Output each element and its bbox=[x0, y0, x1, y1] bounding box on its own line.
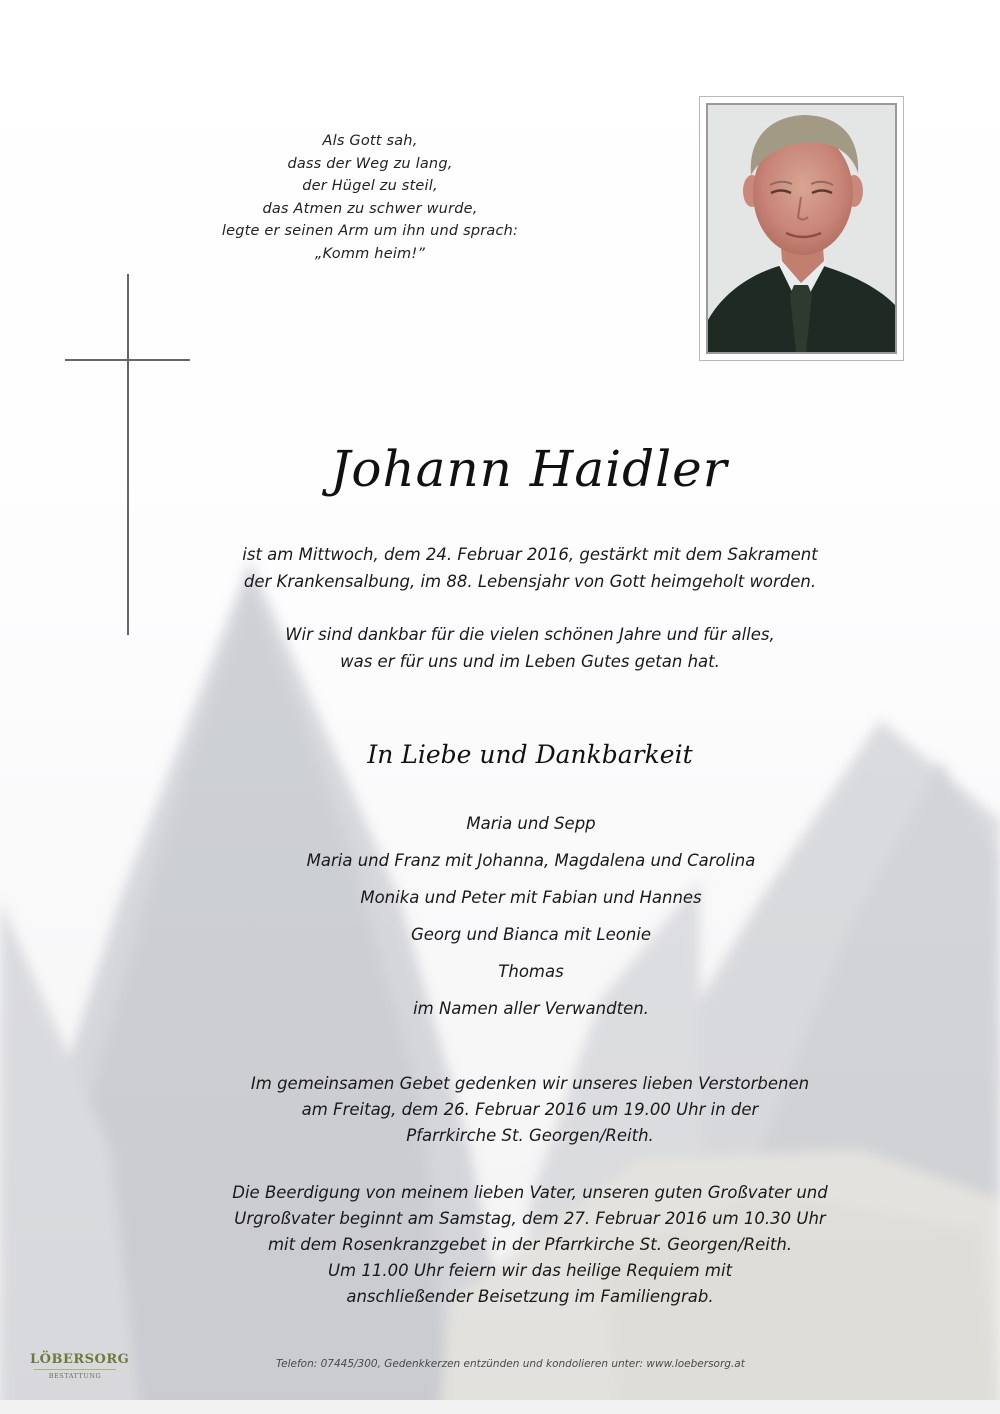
cross-symbol-horizontal bbox=[65, 359, 190, 361]
prayer-line: Pfarrkirche St. Georgen/Reith. bbox=[406, 1126, 654, 1145]
deceased-name: Johann Haidler bbox=[330, 440, 728, 498]
announcement-line: der Krankensalbung, im 88. Lebensjahr von Gott heimgeholt worden. bbox=[243, 572, 817, 591]
prayer-line: am Freitag, dem 26. Februar 2016 um 19.00 Uhr in der bbox=[301, 1100, 759, 1119]
funeral-line: mit dem Rosenkranzgebet in der Pfarrkirche St. Georgen/Reith. bbox=[267, 1235, 793, 1254]
logo-subtitle: BESTATTUNG bbox=[48, 1372, 102, 1380]
memorial-verse bbox=[220, 130, 520, 265]
logo-divider bbox=[34, 1369, 116, 1370]
verse-line: dass der Weg zu lang, bbox=[287, 155, 453, 172]
mourners-heading: In Liebe und Dankbarkeit bbox=[367, 740, 693, 769]
gratitude-text bbox=[0, 621, 1000, 675]
funeral-line: Urgroßvater beginnt am Samstag, dem 27. Februar 2016 um 10.30 Uhr bbox=[234, 1209, 826, 1228]
gratitude-line: was er für uns und im Leben Gutes getan hat. bbox=[340, 652, 720, 671]
mourner-entry: im Namen aller Verwandten. bbox=[413, 999, 649, 1018]
portrait-photo bbox=[706, 103, 897, 354]
verse-line: der Hügel zu steil, bbox=[302, 178, 438, 194]
mourner-entry: Georg und Bianca mit Leonie bbox=[410, 925, 652, 944]
portrait-frame bbox=[699, 96, 904, 361]
death-announcement bbox=[0, 541, 1000, 595]
mourner-entry: Maria und Sepp bbox=[466, 814, 596, 833]
mourner-entry: Monika und Peter mit Fabian und Hannes bbox=[360, 888, 702, 907]
funeral-line: anschließender Beisetzung im Familiengrab. bbox=[346, 1287, 714, 1306]
mourners-list bbox=[0, 805, 1000, 1027]
funeral-line: Die Beerdigung von meinem lieben Vater, unseren guten Großvater und bbox=[232, 1183, 828, 1202]
portrait-image bbox=[708, 105, 895, 352]
verse-line: das Atmen zu schwer wurde, bbox=[262, 200, 478, 217]
prayer-service-info bbox=[0, 1071, 1000, 1149]
verse-line: Als Gott sah, bbox=[322, 133, 418, 149]
announcement-line: ist am Mittwoch, dem 24. Februar 2016, gestärkt mit dem Sakrament bbox=[242, 545, 818, 564]
verse-line: legte er seinen Arm um ihn und sprach: bbox=[221, 223, 519, 239]
logo-name: LÖBERSORG bbox=[30, 1352, 130, 1367]
funeral-home-logo bbox=[30, 1352, 130, 1380]
mourner-entry: Maria und Franz mit Johanna, Magdalena und Carolina bbox=[306, 851, 756, 870]
funeral-info bbox=[0, 1180, 1000, 1310]
footer-contact: Telefon: 07445/300, Gedenkkerzen entzünden und kondolieren unter: www.loebersorg.at bbox=[276, 1358, 745, 1370]
mourner-entry: Thomas bbox=[498, 962, 564, 981]
funeral-line: Um 11.00 Uhr feiern wir das heilige Requiem mit bbox=[327, 1261, 733, 1280]
prayer-line: Im gemeinsamen Gebet gedenken wir unseres lieben Verstorbenen bbox=[250, 1074, 810, 1093]
gratitude-line: Wir sind dankbar für die vielen schönen Jahre und für alles, bbox=[285, 625, 775, 644]
verse-line: „Komm heim!” bbox=[314, 245, 426, 262]
